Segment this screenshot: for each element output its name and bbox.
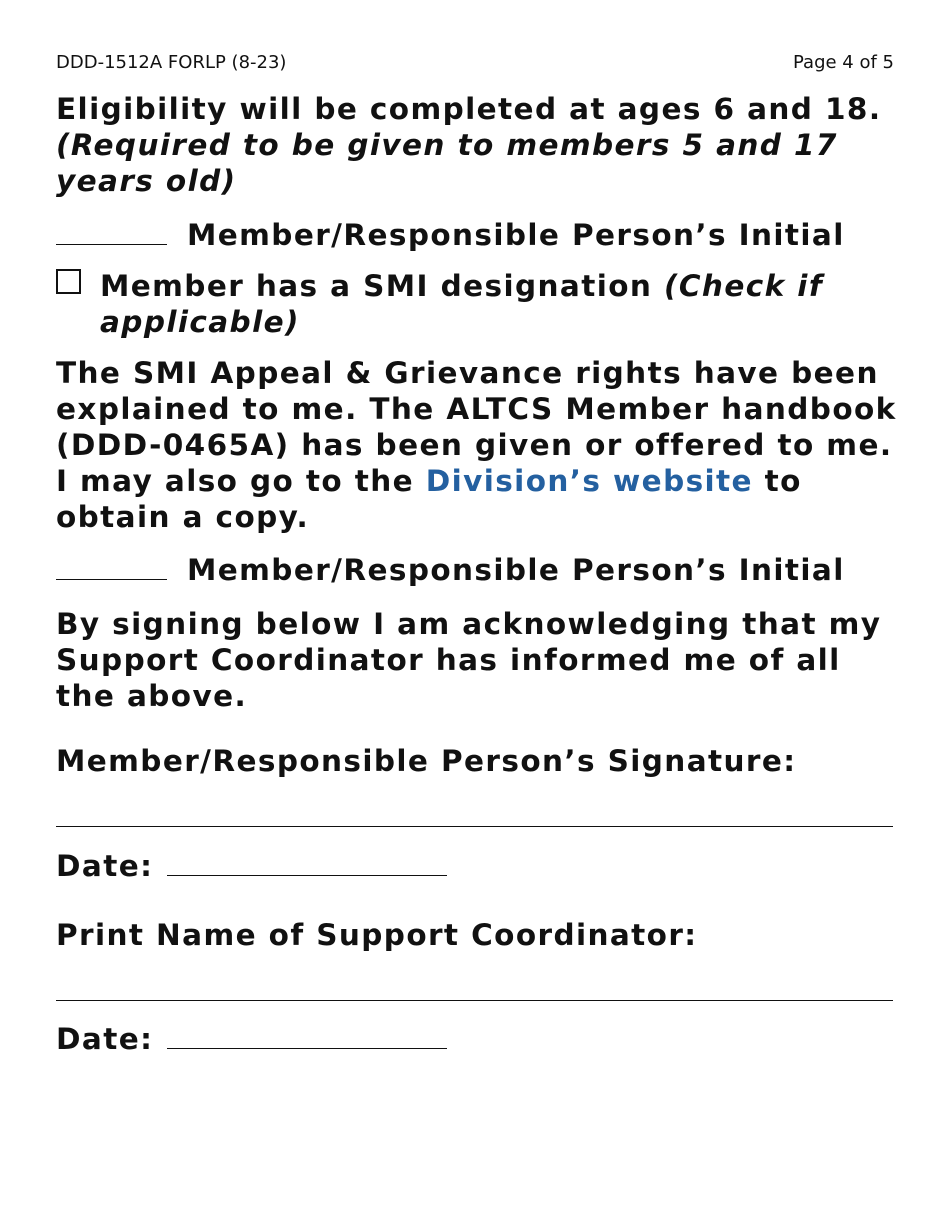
smi-label: Member has a SMI designation xyxy=(100,269,653,303)
coordinator-label: Print Name of Support Coordinator: xyxy=(56,918,698,952)
appeal-paragraph xyxy=(56,355,898,535)
eligibility-note: (Required to be given to members 5 and 17 years old) xyxy=(56,128,838,198)
division-website-link[interactable]: Division’s website xyxy=(425,464,753,498)
signature-field[interactable] xyxy=(56,826,893,827)
initial-row-2 xyxy=(56,553,845,587)
initial-label-1: Member/Responsible Person’s Initial xyxy=(187,218,845,252)
initial-label-2: Member/Responsible Person’s Initial xyxy=(187,553,845,587)
acknowledge-paragraph xyxy=(56,606,898,714)
appeal-text: The SMI Appeal & Grievance rights have been explained to me. The ALTCS Member handbook (DDD-0465A) has been given or offered to me. I may also go to the xyxy=(56,356,897,498)
coordinator-date-field[interactable] xyxy=(167,1048,447,1049)
smi-checkbox[interactable] xyxy=(56,269,81,294)
coordinator-date-row xyxy=(56,1022,447,1056)
page-header xyxy=(56,52,894,73)
eligibility-text: Eligibility will be completed at ages 6 and 18. xyxy=(56,92,882,126)
initial-field-2[interactable] xyxy=(56,579,167,580)
signature-label: Member/Responsible Person’s Signature: xyxy=(56,744,797,778)
smi-checkbox-row xyxy=(56,268,898,340)
smi-note: (Check if applicable) xyxy=(100,269,824,339)
signature-date-field[interactable] xyxy=(167,875,447,876)
eligibility-paragraph xyxy=(56,91,898,199)
initial-field-1[interactable] xyxy=(56,244,167,245)
signature-date-row xyxy=(56,849,447,883)
form-id: DDD-1512A FORLP (8-23) xyxy=(56,52,287,73)
page-number: Page 4 of 5 xyxy=(793,52,894,73)
initial-row-1 xyxy=(56,218,845,252)
acknowledge-text: By signing below I am acknowledging that my Support Coordinator has informed me of all the above. xyxy=(56,607,882,713)
smi-checkbox-text xyxy=(100,268,898,340)
coordinator-name-field[interactable] xyxy=(56,1000,893,1001)
appeal-text-end: to obtain a copy. xyxy=(56,464,802,534)
coordinator-date-label: Date: xyxy=(56,1022,154,1056)
signature-date-label: Date: xyxy=(56,849,154,883)
